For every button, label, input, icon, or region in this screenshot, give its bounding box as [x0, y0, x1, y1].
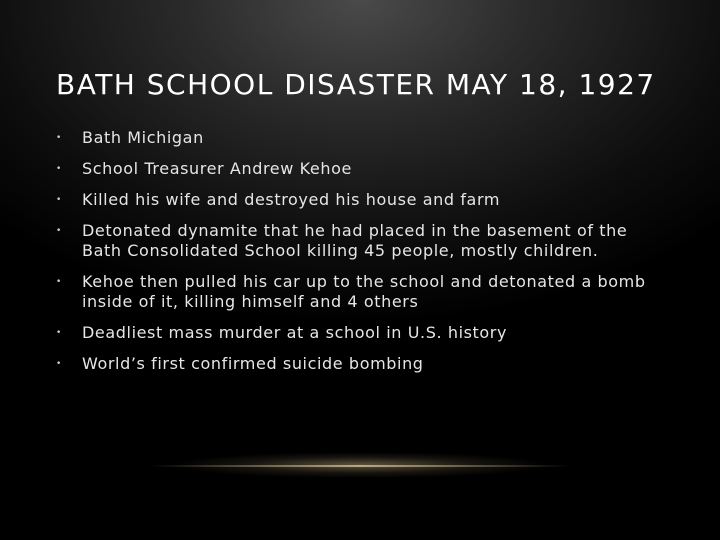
bullet-item: [56, 159, 656, 179]
bullet-item: [56, 190, 656, 210]
bullet-item: [56, 354, 656, 374]
bullet-dot-icon: •: [56, 133, 62, 143]
bullet-dot-icon: •: [56, 277, 62, 287]
bullet-text: World’s first confirmed suicide bombing: [82, 354, 424, 373]
bullet-dot-icon: •: [56, 195, 62, 205]
bullet-dot-icon: •: [56, 328, 62, 338]
bullet-text: Detonated dynamite that he had placed in the basement of the Bath Consolidated School killing 45 people, mostly children.: [82, 221, 628, 260]
slide-title: BATH SCHOOL DISASTER MAY 18, 1927: [56, 68, 656, 101]
bullet-item: [56, 323, 656, 343]
bullet-text: School Treasurer Andrew Kehoe: [82, 159, 352, 178]
bullet-item: [56, 128, 656, 148]
bullet-text: Deadliest mass murder at a school in U.S. history: [82, 323, 508, 342]
bullet-text: Bath Michigan: [82, 128, 204, 147]
decorative-glow-line: [150, 465, 570, 467]
bullet-item: [56, 221, 656, 261]
bullet-dot-icon: •: [56, 359, 62, 369]
bullet-list: [56, 128, 656, 385]
bullet-dot-icon: •: [56, 164, 62, 174]
bullet-dot-icon: •: [56, 226, 62, 236]
bullet-text: Killed his wife and destroyed his house and farm: [82, 190, 501, 209]
bullet-item: [56, 272, 656, 312]
bullet-text: Kehoe then pulled his car up to the school and detonated a bomb inside of it, killing himself and 4 others: [82, 272, 646, 311]
